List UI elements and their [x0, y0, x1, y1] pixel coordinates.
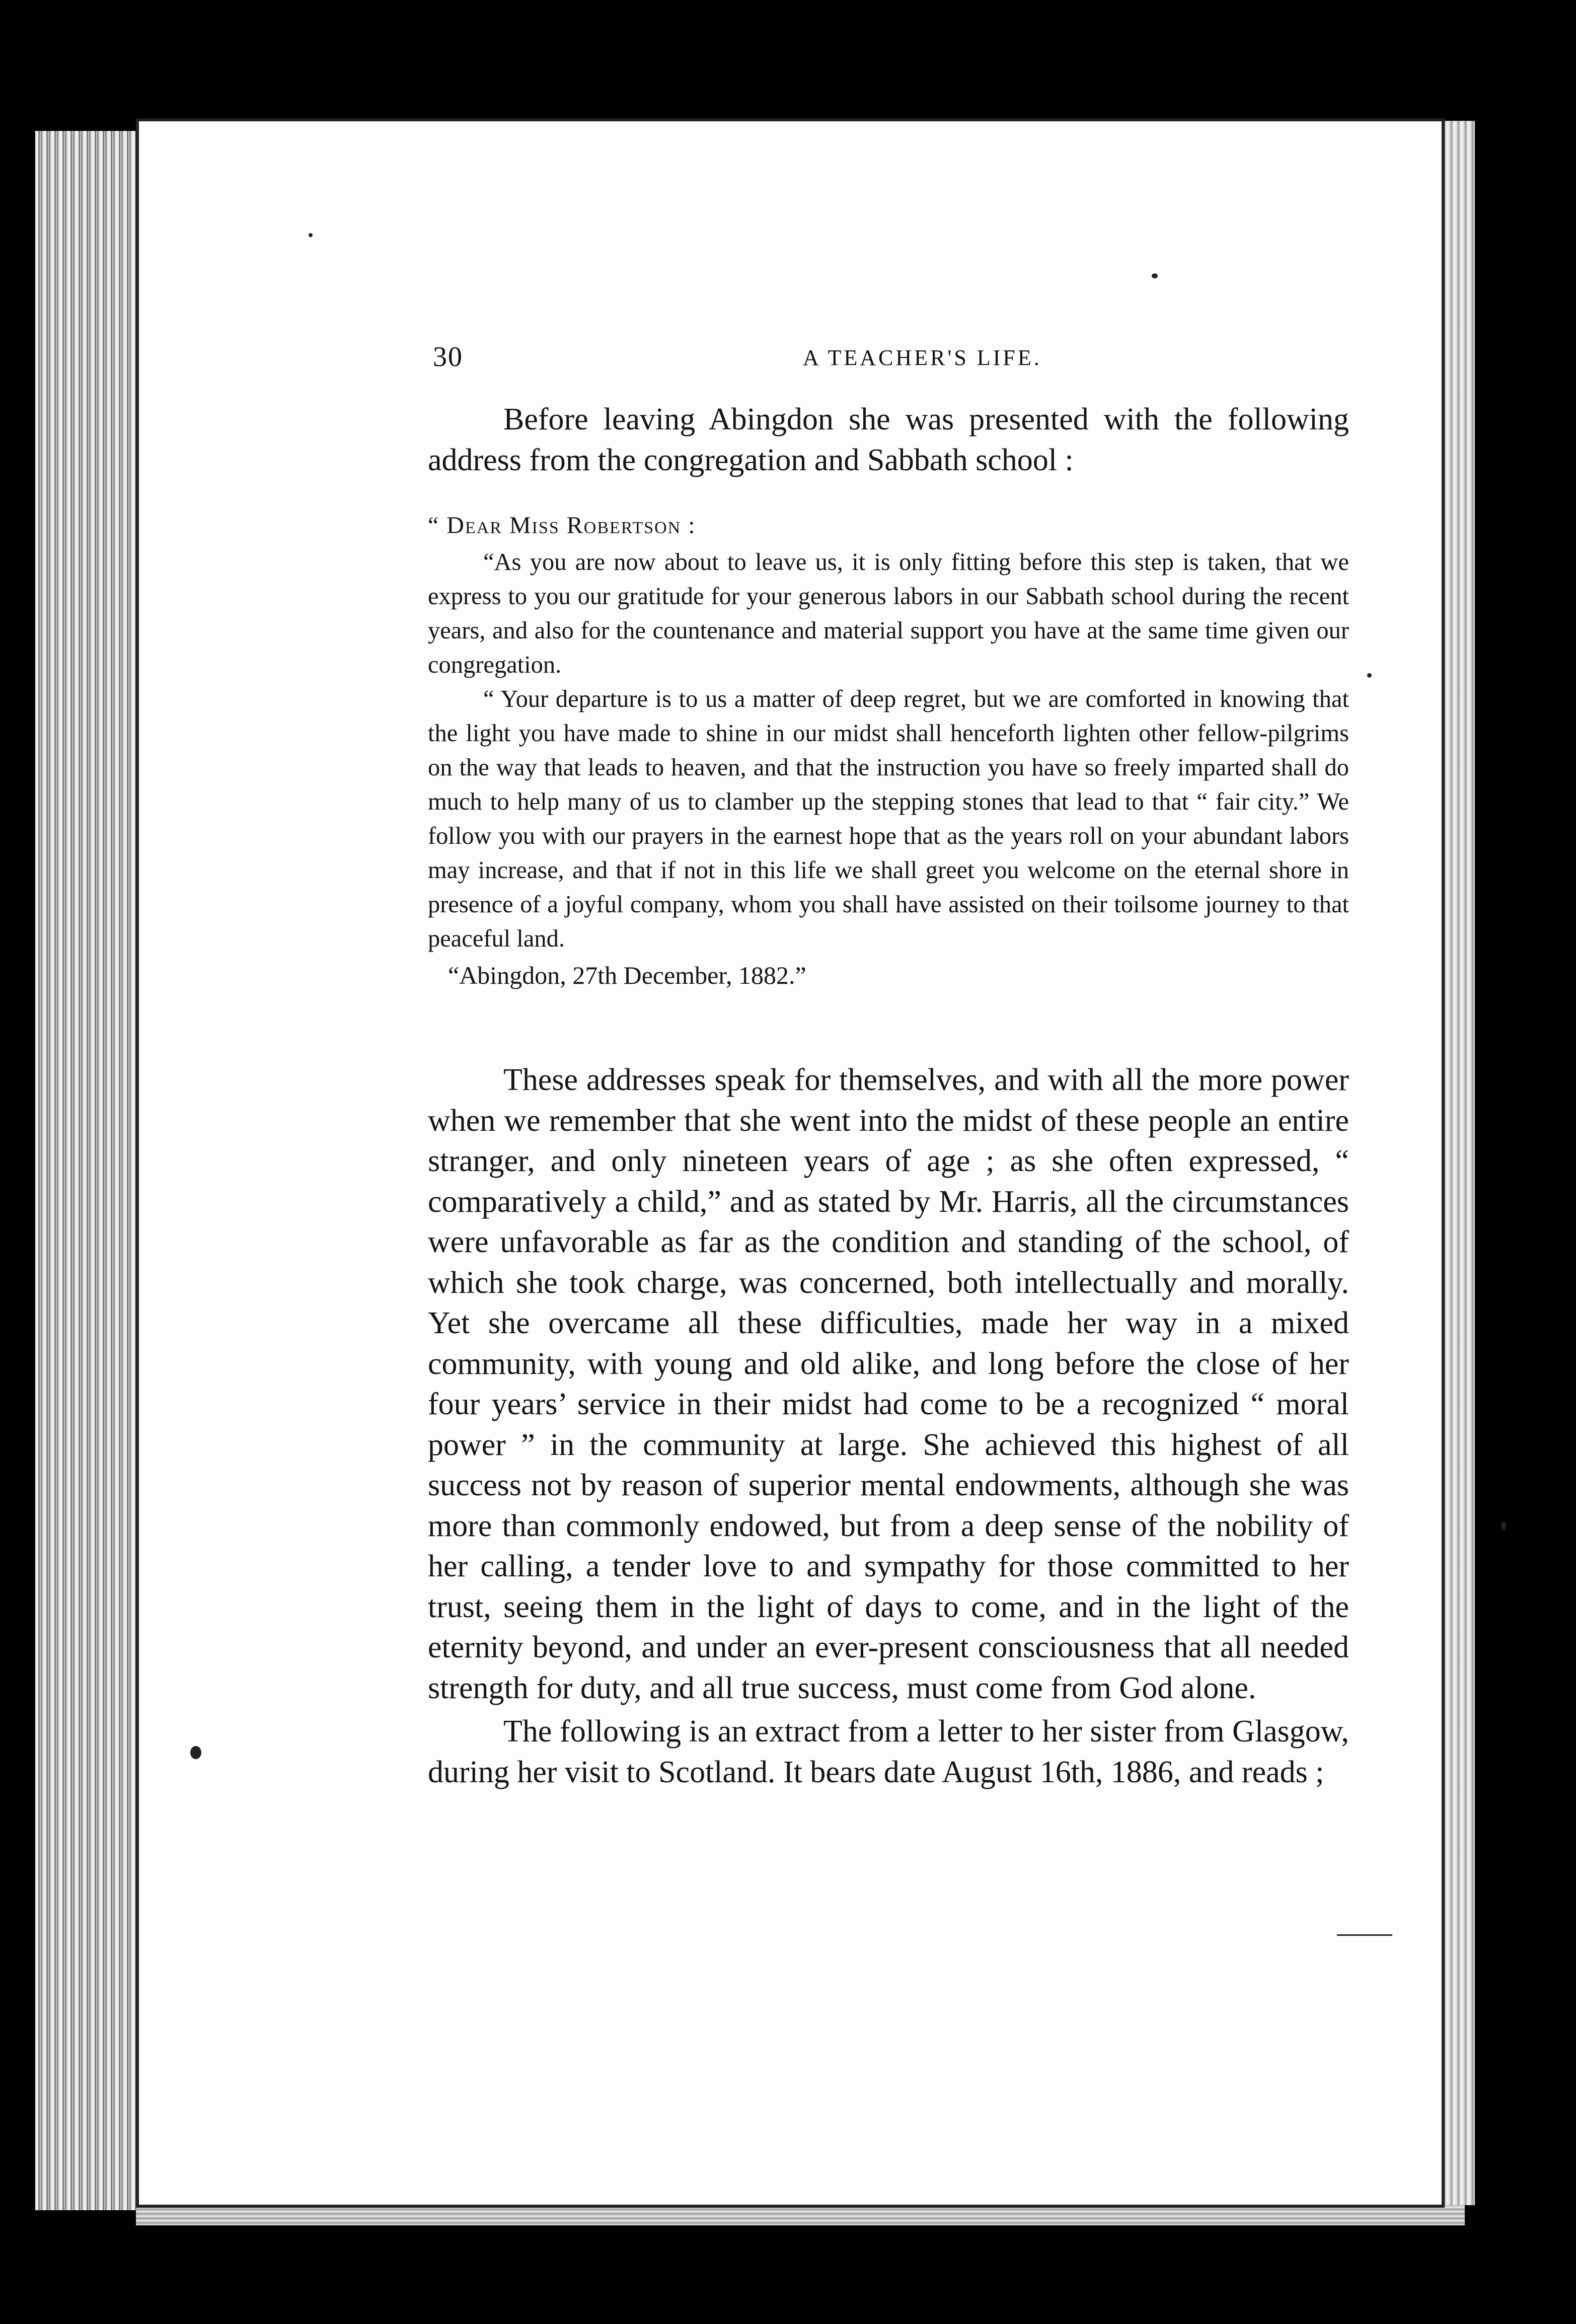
scan-speck — [309, 233, 313, 237]
address-paragraph-2: “ Your departure is to us a matter of deep regret, but we are comforted in knowing that the light you have made to shine in our midst shall henceforth lighten other fellow-pilgrims on the way that leads to heaven, and that the instruction you have so freely imparted shall do much to help many of us to clamber up the stepping stones that lead to that “ fair city.” We follow you with our prayers in the earnest hope that as the years roll on your abundant labors may increase, and that if not in this life we shall greet you welcome on the eternal shore in presence of a joyful company, whom you shall have assisted on their toilsome journey to that peaceful land. — [428, 686, 1349, 952]
main-text-block — [428, 1060, 1349, 1792]
extract-paragraph: The following is an extract from a letter to her sister from Glasgow, during her visit to Scotland. It bears date August 16th, 1886, and reads ; — [428, 1714, 1349, 1789]
scan-speck — [1367, 673, 1372, 678]
main-paragraph: These addresses speak for themselves, and with all the more power when we remember that she went into the midst of these people an entire stranger, and only nineteen years of age ; as she often expressed, “ comparatively a child,” and as stated by Mr. Harris, all the circumstances were unfavorable as far as the condition and standing of the school, of which she took charge, was concerned, both intellectually and morally. Yet she overcame all these difficulties, made her way in a mixed community, with young and old alike, and long before the close of her four years’ service in their midst had come to be a recognized “ moral power ” in the community at large. She achieved this highest of all success not by reason of superior mental endowments, although she was more than commonly endowed, but from a deep sense of the nobility of her calling, a tender love to and sympathy for those committed to her trust, seeing them in the light of days to come, and in the light of the eternity beyond, and under an ever-present consciousness that all needed strength for duty, and all true success, must come from God alone. — [428, 1063, 1349, 1705]
scan-speck — [190, 1746, 201, 1759]
address-paragraph-1: “As you are now about to leave us, it is only fitting before this step is taken, that we express to you our gratitude for your generous labors in our Sabbath school during the recent years, and also for the countenance and material support you have at the same time given our congregation. — [428, 549, 1349, 678]
address-block — [428, 509, 1349, 992]
intro-paragraph: Before leaving Abingdon she was presented with the following address from the congregation and Sabbath school : — [428, 402, 1349, 477]
book-gutter-edge — [35, 131, 141, 2210]
page-edge-right — [1440, 121, 1475, 2205]
scan-speck — [1337, 1934, 1392, 1936]
scan-speck — [1152, 273, 1158, 278]
scan-speck — [1501, 1521, 1506, 1531]
page-number: 30 — [433, 341, 463, 373]
address-salutation: “ Dear Miss Robertson : — [428, 512, 696, 539]
running-head — [297, 341, 1354, 371]
intro-block — [428, 399, 1349, 480]
running-title: A TEACHER'S LIFE. — [803, 345, 1042, 370]
address-signature: “Abingdon, 27th December, 1882.” — [448, 961, 806, 989]
page-edge-bottom — [136, 2205, 1465, 2225]
